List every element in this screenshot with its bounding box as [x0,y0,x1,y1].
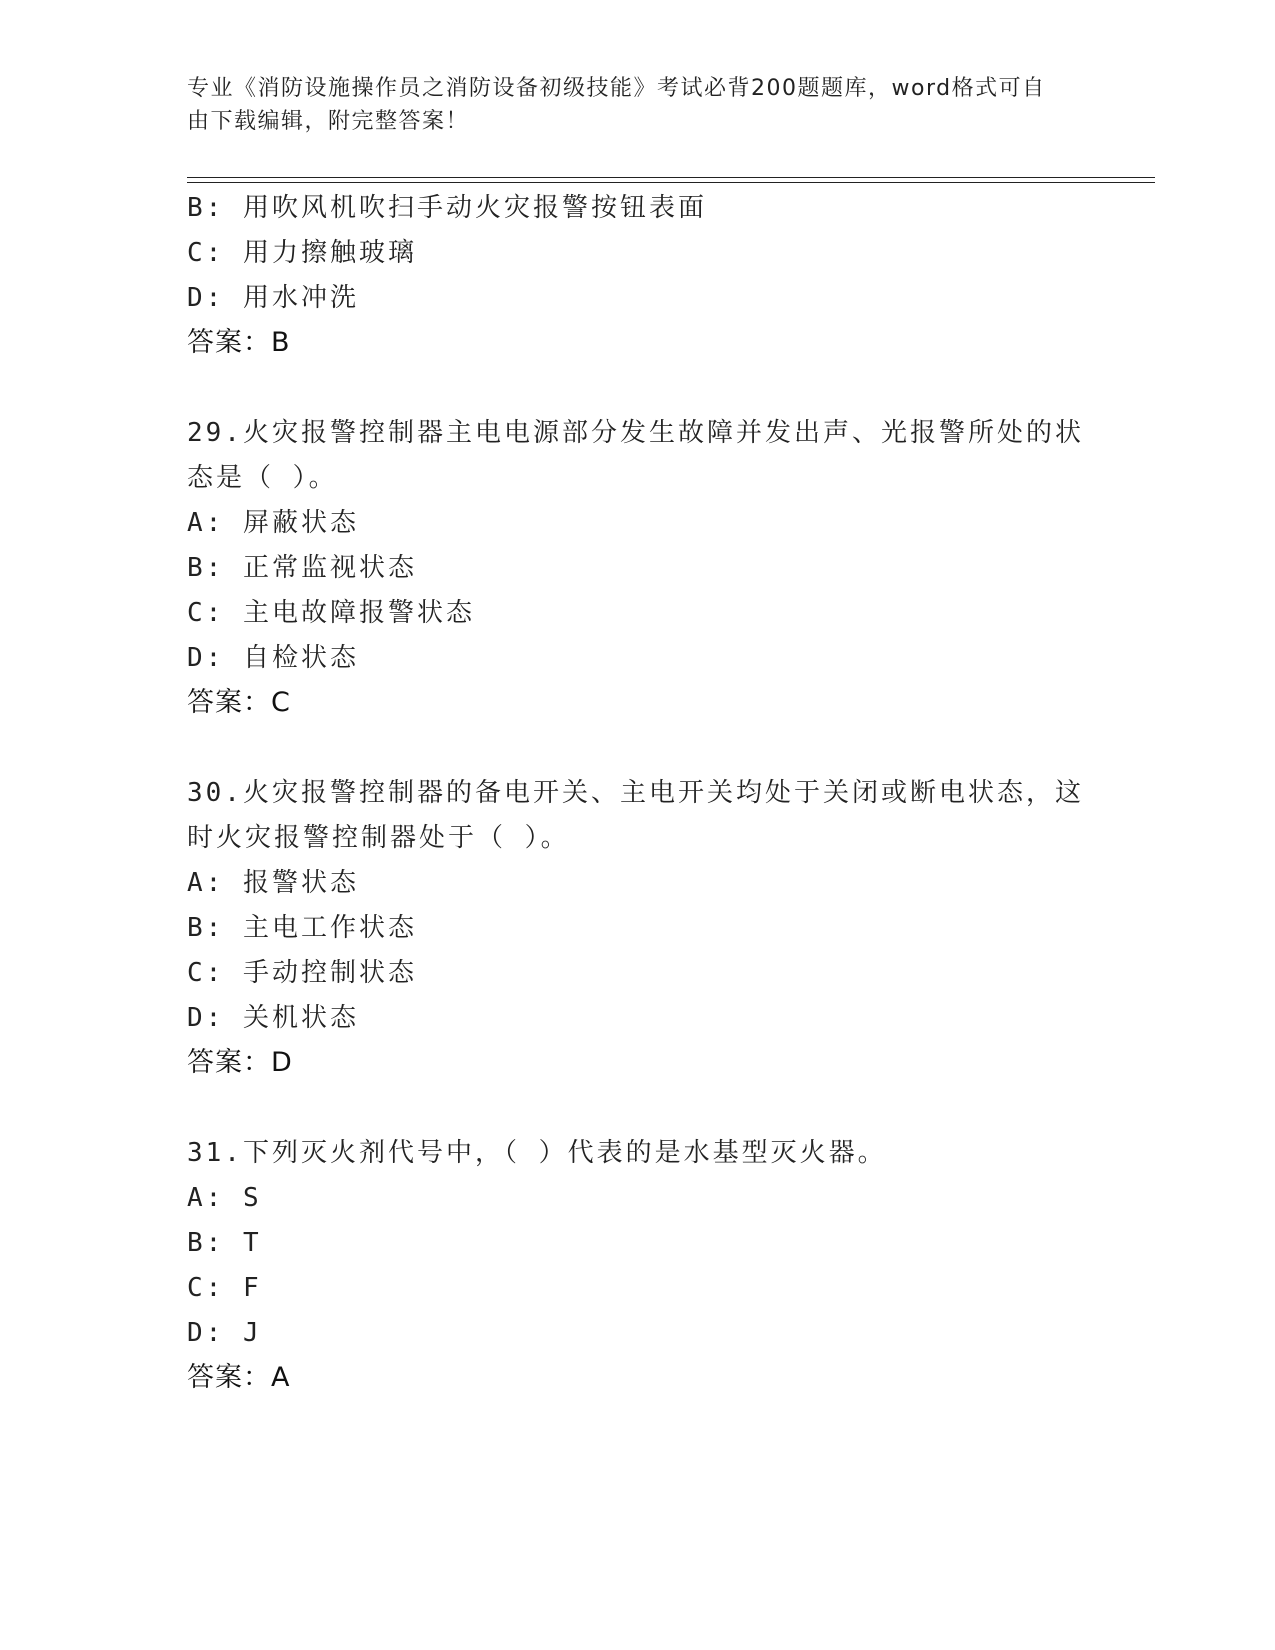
q30-answer: 答案：D [187,1047,293,1078]
q29-option-c: C: 主电故障报警状态 [187,598,475,628]
q31-option-d: D: J [187,1318,262,1348]
q29-option-d: D: 自检状态 [187,643,359,673]
q28-option-d: D: 用水冲洗 [187,283,359,313]
q28-answer: 答案：B [187,327,291,358]
q30-option-c: C: 手动控制状态 [187,958,417,988]
q29-option-a: A: 屏蔽状态 [187,508,359,538]
q31-option-a: A: S [187,1183,262,1213]
q29-answer: 答案：C [187,687,291,718]
q29-option-b: B: 正常监视状态 [187,553,417,583]
header-divider-top [187,177,1155,178]
document-header: 专业《消防设施操作员之消防设备初级技能》考试必背200题题库，word格式可自由下载编辑，附完整答案！ [187,76,1046,134]
q30-stem-line1: 30.火灾报警控制器的备电开关、主电开关均处于关闭或断电状态，这 [187,778,1084,808]
q29-stem-line2: 态是（ ）。 [187,463,338,493]
q30-option-b: B: 主电工作状态 [187,913,417,943]
q30-option-a: A: 报警状态 [187,868,359,898]
q30-stem-line2: 时火灾报警控制器处于（ ）。 [187,823,570,853]
header-divider-bottom [187,182,1155,183]
q31-option-c: C: F [187,1273,262,1303]
q29-stem-line1: 29.火灾报警控制器主电电源部分发生故障并发出声、光报警所处的状 [187,418,1084,448]
q31-stem-line1: 31.下列灭火剂代号中，（ ）代表的是水基型灭火器。 [187,1138,887,1168]
q28-option-c: C: 用力擦触玻璃 [187,238,417,268]
q30-option-d: D: 关机状态 [187,1003,359,1033]
q31-answer: 答案：A [187,1362,291,1393]
q28-option-b: B: 用吹风机吹扫手动火灾报警按钮表面 [187,193,707,223]
q31-option-b: B: T [187,1228,262,1258]
